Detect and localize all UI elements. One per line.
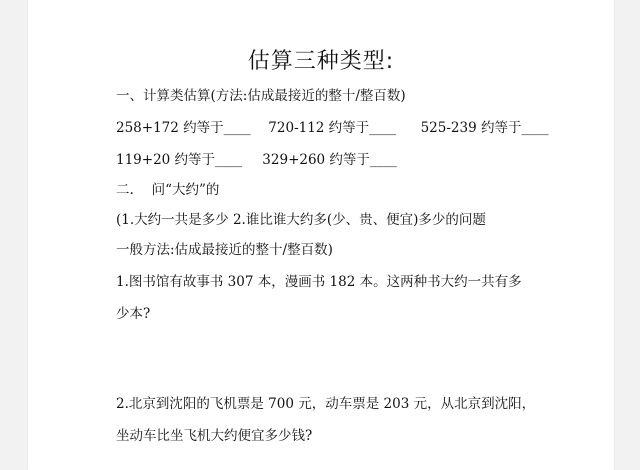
estimation-question-2: 720-112 约等于____ bbox=[268, 120, 397, 136]
section1-heading: 一、计算类估算(方法:估成最接近的整十/整百数) bbox=[116, 88, 406, 104]
problem-1-line-1: 1.图书馆有故事书 307 本，漫画书 182 本。这两种书大约一共有多 bbox=[116, 274, 522, 290]
estimation-question-4: 119+20 约等于____ bbox=[116, 152, 243, 168]
estimation-question-3: 525-239 约等于____ bbox=[420, 120, 549, 136]
estimation-row-2 bbox=[116, 148, 397, 168]
document-page bbox=[28, 0, 614, 470]
problem-2-line-2: 坐动车比坐飞机大约便宜多少钱? bbox=[116, 428, 313, 444]
estimation-question-1: 258+172 约等于____ bbox=[116, 120, 251, 136]
section2-types: (1.大约一共是多少 2.谁比谁大约多(少、贵、便宜)多少的问题 bbox=[116, 212, 486, 228]
page-title: 估算三种类型: bbox=[247, 49, 395, 74]
problem-2-line-1: 2.北京到沈阳的飞机票是 700 元，动车票是 203 元，从北京到沈阳， bbox=[116, 396, 536, 412]
problem-1-line-2: 少本? bbox=[116, 306, 151, 322]
estimation-question-5: 329+260 约等于____ bbox=[262, 152, 397, 168]
section2-heading: 二. 问“大约”的 bbox=[116, 182, 220, 198]
estimation-row-1 bbox=[116, 116, 548, 136]
section2-method: 一般方法:估成最接近的整十/整百数) bbox=[116, 242, 333, 258]
